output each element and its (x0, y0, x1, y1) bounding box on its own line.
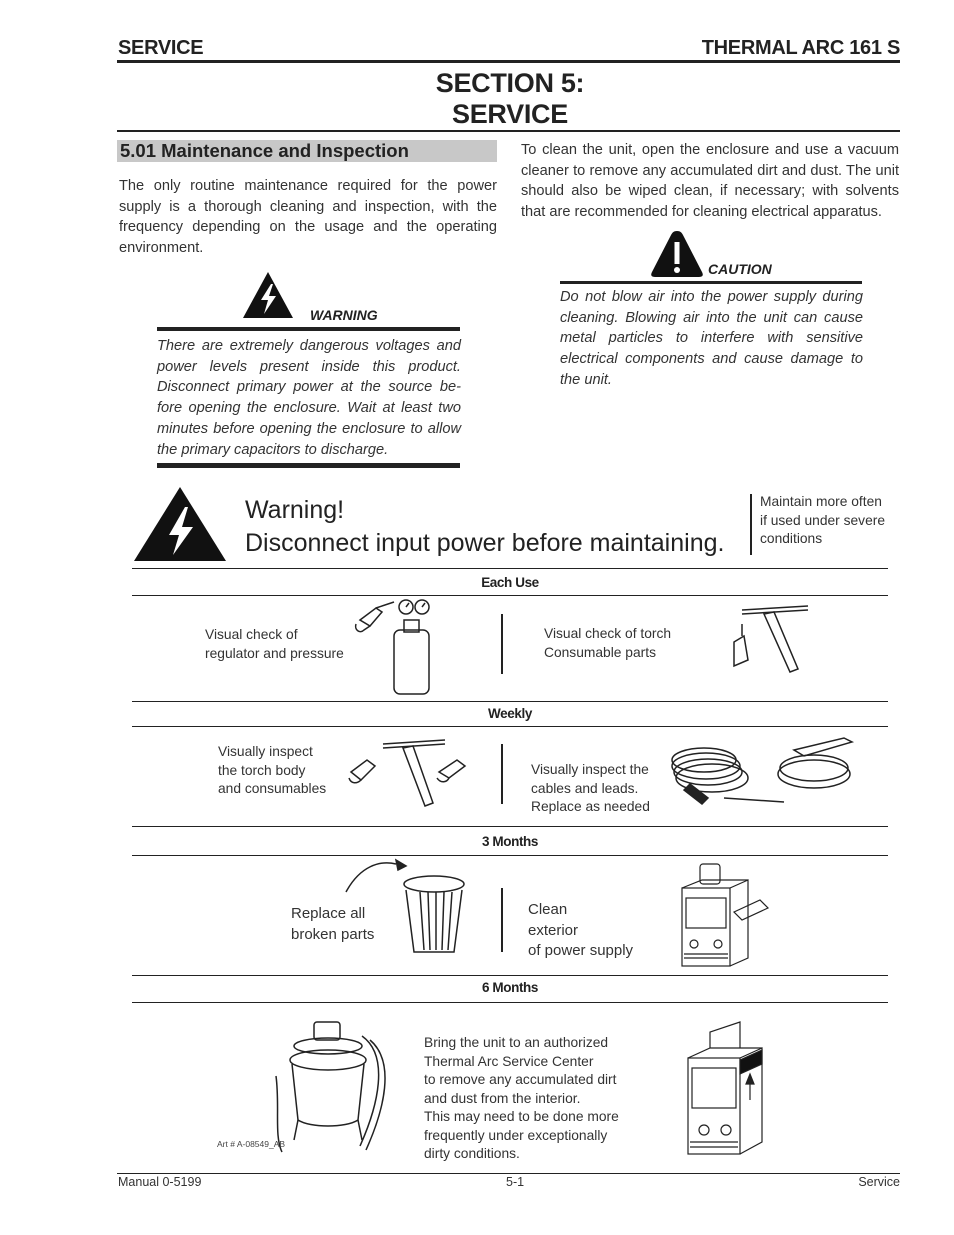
large-high-voltage-icon (133, 485, 228, 563)
cables-and-leads-icon (664, 732, 860, 812)
row-rule (132, 826, 888, 827)
caption-line: Visually inspect (218, 744, 313, 759)
big-warning-line1: Warning! (245, 496, 345, 524)
3-months-right-caption (528, 900, 633, 962)
row-title-each-use: Each Use (481, 575, 539, 590)
row-rule (132, 975, 888, 976)
caption-line: This may need to be done more (424, 1109, 619, 1124)
intro-right-paragraph: To clean the unit, open the enclosure and use a vacuum cleaner to remove any accumulated dirt and dust. The unit should also be wiped clean, if necessary; with solvents that are recommended for cleaning electrical apparatus. (521, 142, 899, 221)
section-title-line2: SERVICE (452, 99, 568, 129)
row-separator (501, 614, 503, 674)
caption-line: Replace all (291, 905, 366, 922)
header-right: THERMAL ARC 161 S (701, 37, 900, 59)
caption-line: and consumables (218, 781, 327, 796)
caution-label: CAUTION (708, 261, 772, 277)
row-separator (501, 888, 503, 952)
note-line: Maintain more often (760, 494, 882, 509)
caption-line: cables and leads. (531, 780, 639, 796)
art-number: Art # A-08549_AB (217, 1139, 286, 1149)
caption-line: and dust from the interior. (424, 1090, 581, 1106)
caution-text: Do not blow air into the power supply during cleaning. Blowing air into the unit can cause metal particles to interfere with sensitive electrical components and cause damage to the unit. (560, 289, 863, 388)
caption-line: Visually inspect the (531, 762, 649, 777)
intro-left-paragraph: The only routine maintenance required for the power supply is a thorough cleaning and inspection, with the frequency depending on the usage and the operating environment. (119, 178, 497, 257)
caption-line: to remove any accumulated dirt (424, 1072, 617, 1087)
note-line: conditions (760, 531, 823, 546)
caption-line: Thermal Arc Service Center (424, 1053, 594, 1069)
caption-line: Visual check of (205, 627, 298, 642)
power-supply-unit-icon (676, 858, 772, 970)
row-separator (501, 744, 503, 804)
note-separator (750, 494, 752, 555)
warning-bottom-rule (157, 463, 460, 468)
warning-label: WARNING (310, 307, 378, 323)
each-use-right-caption (544, 625, 671, 662)
caution-top-rule (560, 281, 862, 284)
vacuum-cleaner-icon (270, 1016, 390, 1156)
row-rule (132, 1002, 888, 1003)
row-rule (132, 855, 888, 856)
caption-line: frequently under exceptionally (424, 1127, 608, 1143)
caption-line: regulator and pressure (205, 645, 344, 661)
row-title-6-months: 6 Months (481, 980, 539, 995)
gas-cylinder-regulator-icon (352, 598, 432, 696)
note-line: if used under severe (760, 512, 886, 528)
row-title-weekly: Weekly (488, 706, 532, 721)
caption-line: Visual check of torch (544, 626, 672, 641)
warning-top-rule (157, 327, 460, 331)
footer-page-number: 5-1 (506, 1175, 525, 1189)
open-power-supply-icon (684, 1010, 770, 1158)
section-title-line1: SECTION 5: (435, 68, 585, 98)
caption-line: dirty conditions. (424, 1146, 520, 1161)
trash-can-icon (340, 858, 472, 958)
caption-line: exterior (528, 921, 579, 939)
row-title-3-months: 3 Months (481, 834, 539, 849)
footer-manual: Manual 0-5199 (118, 1175, 202, 1189)
header-rule (117, 60, 900, 63)
footer-rule (117, 1173, 900, 1174)
caption-line: Clean (528, 901, 568, 918)
exclamation-caution-icon (650, 230, 704, 278)
caption-line: Consumable parts (544, 644, 656, 660)
caption-line: Replace as needed (531, 799, 650, 814)
footer-section: Service (858, 1175, 900, 1189)
torch-body-inspection-icon (347, 738, 477, 810)
header-left: SERVICE (118, 37, 204, 59)
6-months-caption (424, 1034, 619, 1164)
caption-line: the torch body (218, 762, 306, 778)
caption-line: broken parts (291, 925, 375, 943)
torch-pointing-hand-icon (728, 602, 814, 678)
warning-text: There are extremely dangerous voltages and power levels present inside this product. Disconnect primary power at the source be-fore opening the enclosure. Wait at least two minutes before opening the enclosure to allow the primary capacitors to discharge. (157, 338, 461, 458)
weekly-right-caption (531, 761, 650, 817)
subsection-heading: 5.01 Maintenance and Inspection (117, 140, 497, 162)
maintenance-note (760, 493, 885, 549)
caption-line: of power supply (528, 942, 634, 959)
row-rule (132, 701, 888, 702)
big-warning-line2: Disconnect input power before maintaining. (245, 529, 725, 557)
each-use-left-caption (205, 626, 344, 663)
high-voltage-warning-icon (241, 270, 295, 320)
row-rule (132, 568, 888, 569)
row-rule (132, 726, 888, 727)
row-rule (132, 595, 888, 596)
caption-line: Bring the unit to an authorized (424, 1035, 609, 1050)
section-rule (117, 130, 900, 132)
weekly-left-caption (218, 743, 326, 799)
